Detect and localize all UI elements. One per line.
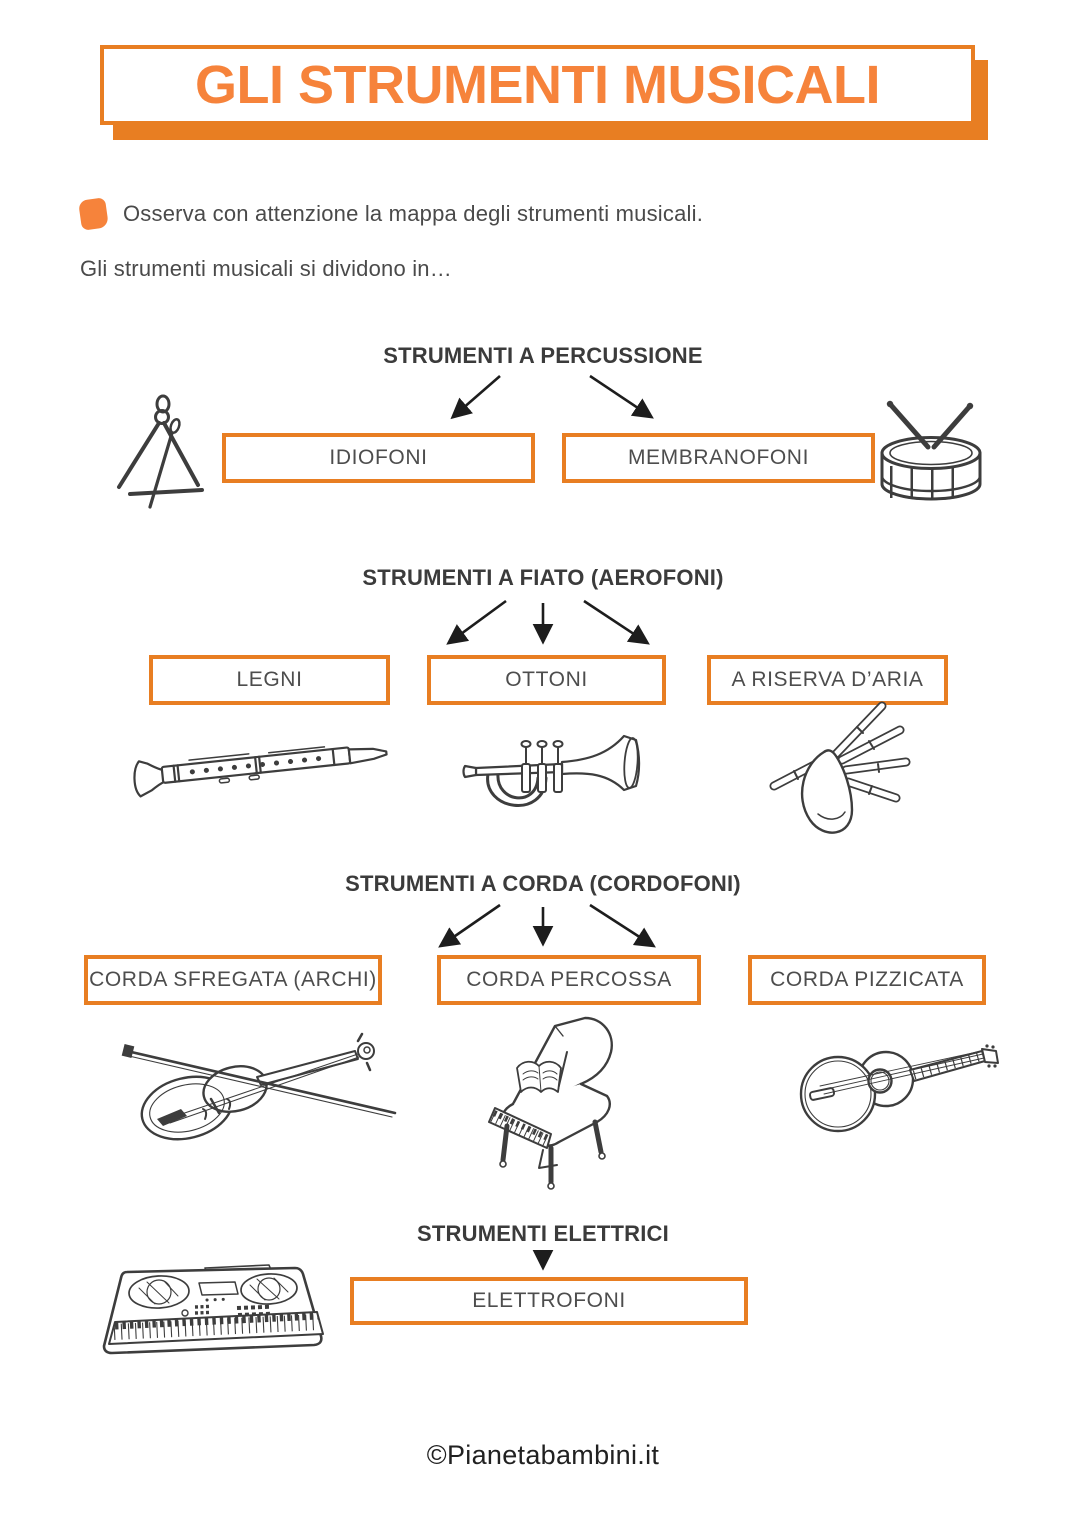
category-box-corda-percossa [437,955,701,1005]
page-title: GLI STRUMENTI MUSICALI [195,55,880,115]
intro-text: Gli strumenti musicali si dividono in… [80,256,452,281]
trumpet-icon [460,726,648,830]
section-heading-corda: STRUMENTI A CORDA (CORDOFONI) [345,871,741,896]
grand-piano-icon [455,1012,650,1192]
guitar-icon [786,1032,1000,1140]
title-banner [100,45,975,125]
arrow-fiato-right [584,601,646,642]
category-box-idiofoni [222,433,535,483]
category-label: IDIOFONI [329,446,428,469]
category-box-ottoni [427,655,666,705]
category-label: CORDA PERCOSSA [466,968,672,991]
category-label: CORDA PIZZICATA [770,968,964,991]
instruction-row [80,199,703,229]
category-label: ELETTROFONI [472,1289,626,1312]
bagpipes-icon [760,700,912,850]
arrow-corda-left [442,905,500,945]
category-label: A RISERVA D’ARIA [731,668,924,691]
category-box-riserva-aria [707,655,948,705]
arrow-corda-right [590,905,652,945]
category-label: MEMBRANOFONI [627,446,810,469]
triangle-instrument-icon [106,393,214,513]
clarinet-icon [130,722,405,808]
section-heading-elettrici: STRUMENTI ELETTRICI [417,1221,669,1246]
bullet-icon [78,197,109,230]
category-box-corda-pizzicata [748,955,986,1005]
violin-icon [115,1025,405,1145]
drum-icon [866,396,996,508]
category-label: CORDA SFREGATA (ARCHI) [89,968,377,991]
arrow-percussione-right [590,376,650,416]
arrow-fiato-left [450,601,506,642]
electronic-keyboard-icon [95,1262,335,1362]
category-box-corda-sfregata [84,955,382,1005]
arrow-percussione-left [454,376,500,416]
instruction-text: Osserva con attenzione la mappa degli strumenti musicali. [123,201,704,226]
category-box-membranofoni [562,433,875,483]
category-box-legni [149,655,390,705]
footer-credit: ©Pianetabambini.it [426,1440,660,1470]
category-label: OTTONI [505,668,588,691]
section-heading-percussione: STRUMENTI A PERCUSSIONE [383,343,703,368]
category-box-elettrofoni [350,1277,748,1325]
category-label: LEGNI [236,668,303,691]
section-heading-fiato: STRUMENTI A FIATO (AEROFONI) [362,565,724,590]
